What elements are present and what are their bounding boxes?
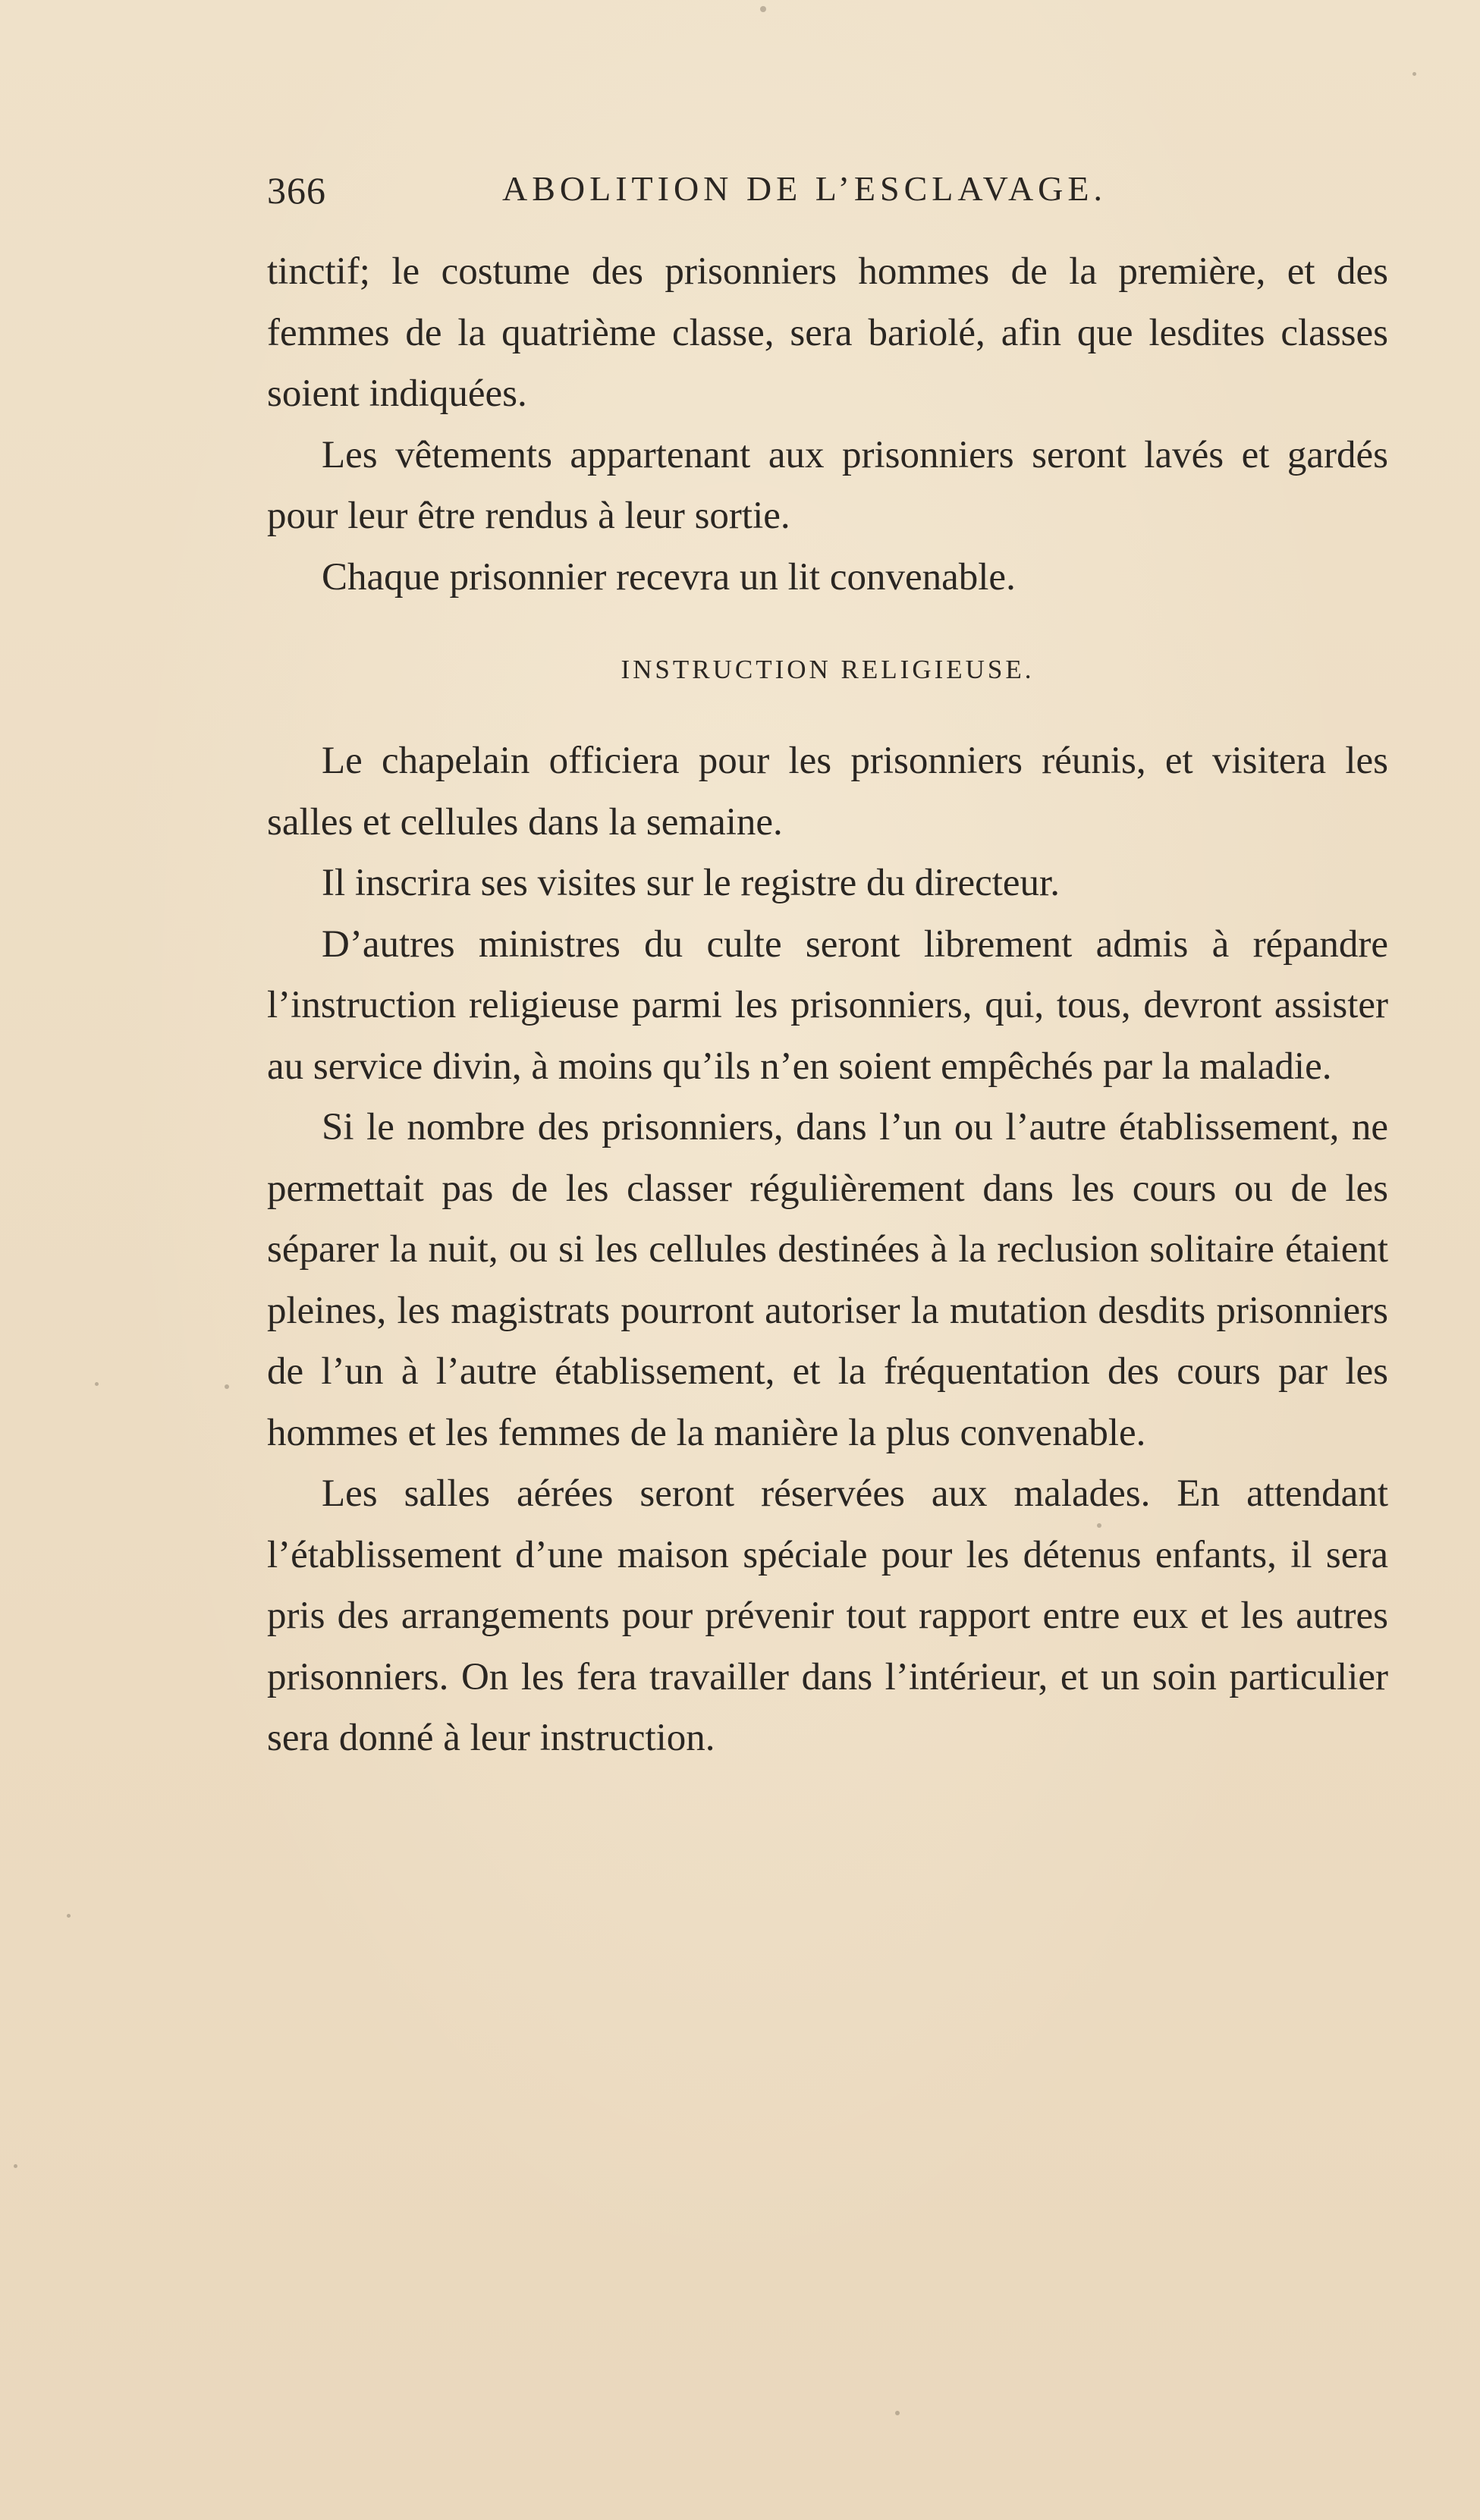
paragraph: D’autres ministres du culte seront librement admis à répandre l’instruction religieuse parmi les prisonniers, qui, tous, devront assister au service divin, à moins qu’ils n’en soient empêchés par la maladie. — [267, 922, 1388, 1088]
paper-speck — [1412, 72, 1416, 76]
paragraph: tinctif; le costume des prisonniers hommes de la première, et des femmes de la quatrième classe, sera bariolé, afin que lesdites classes soient indiquées. — [267, 250, 1388, 415]
paragraph: Si le nombre des prisonniers, dans l’un ou l’autre établissement, ne permettait pas de les classer régulièrement dans les cours ou de les séparer la nuit, ou si les cellules destinées à la reclusion solitaire étaient pleines, les magistrats pourront autoriser la mutation desdits prisonniers de l’un à l’autre établissement, et la fréquentation des cours par les hommes et les femmes de la manière la plus convenable. — [267, 1106, 1388, 1454]
paragraph: Les salles aérées seront réservées aux malades. En attendant l’établissement d’une maison spéciale pour les détenus enfants, il sera pris des arrangements pour prévenir tout rapport entre eux et les autres prisonniers. On les fera travailler dans l’intérieur, et un soin particulier sera donné à leur instruction. — [267, 1472, 1388, 1759]
running-head — [267, 168, 1390, 222]
paper-speck — [1097, 1523, 1101, 1528]
paper-speck — [760, 6, 766, 12]
paper-speck — [95, 1382, 99, 1386]
paragraph: Les vêtements appartenant aux prisonniers seront lavés et gardés pour leur être rendus à leur sortie. — [267, 433, 1388, 537]
page-number: 366 — [267, 169, 326, 212]
running-title: ABOLITION DE L’ESCLAVAGE. — [502, 169, 1107, 208]
paragraph: Il inscrira ses visites sur le registre du directeur. — [322, 862, 1060, 904]
paper-speck — [14, 2164, 17, 2168]
section-heading: INSTRUCTION RELIGIEUSE. — [621, 655, 1035, 684]
paper-speck — [67, 1914, 71, 1918]
paper-speck — [895, 2411, 900, 2415]
paper-speck — [225, 1384, 229, 1389]
paragraph: Le chapelain officiera pour les prisonniers réunis, et visitera les salles et cellules dans la semaine. — [267, 740, 1388, 844]
page-body — [267, 241, 1388, 1769]
paragraph: Chaque prisonnier recevra un lit convenable. — [322, 555, 1016, 599]
